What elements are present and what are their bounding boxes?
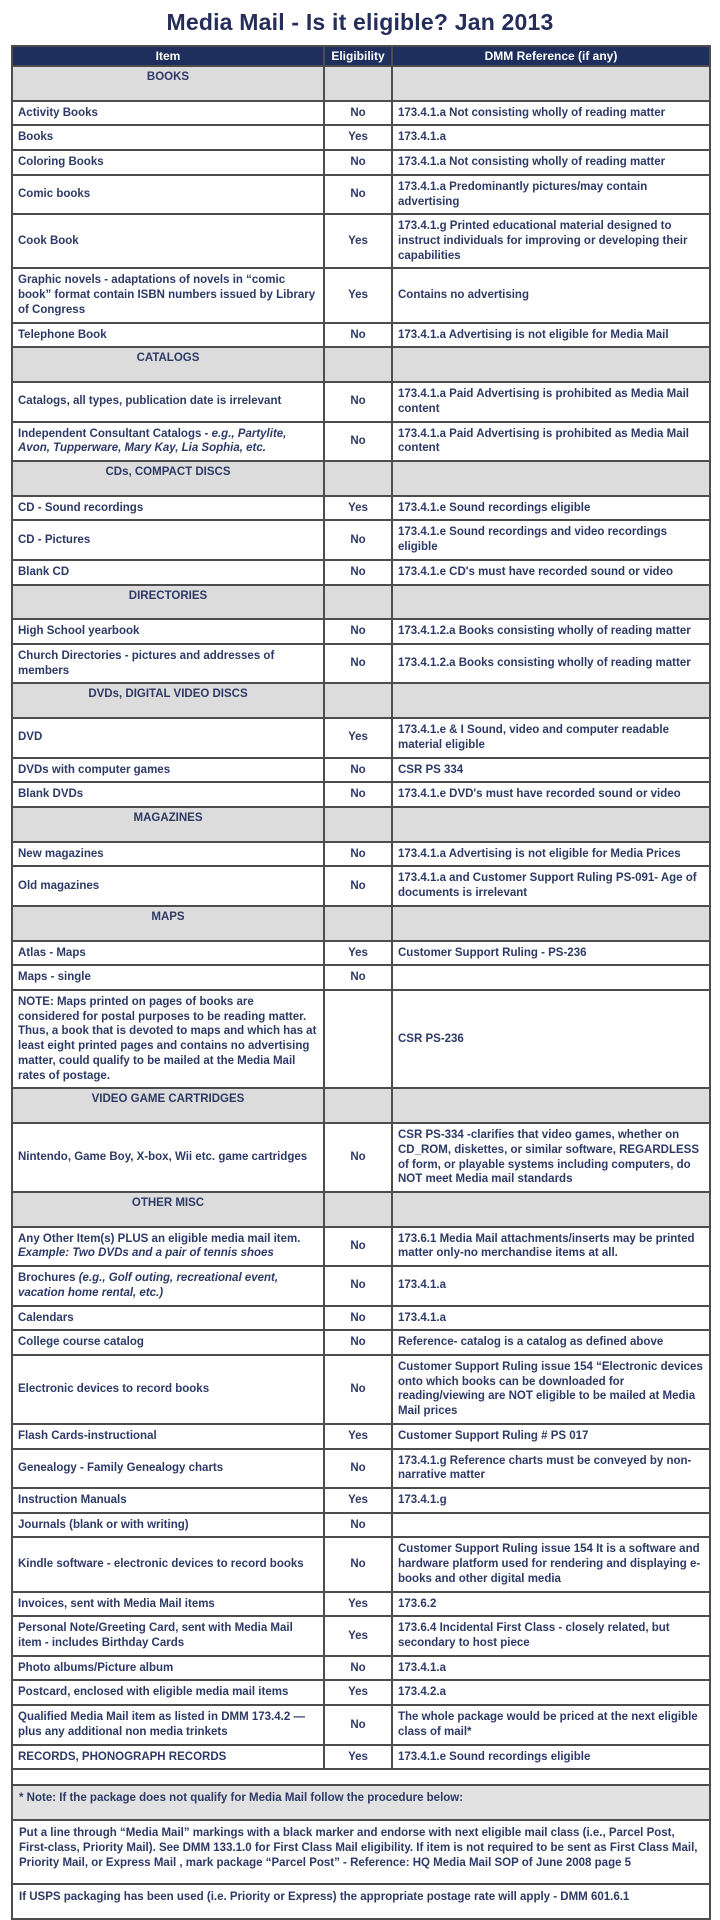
reference-cell: 173.4.1.a and Customer Support Ruling PS-091- Age of documents is irrelevant	[392, 866, 710, 905]
eligibility-cell: Yes	[324, 268, 392, 322]
table-row	[12, 1656, 710, 1681]
reference-cell: 173.4.1.a	[392, 1656, 710, 1681]
section-empty-reference-cell	[392, 1192, 710, 1227]
table-row	[12, 758, 710, 783]
column-header-item: Item	[12, 46, 324, 66]
item-cell: Maps - single	[12, 965, 324, 990]
reference-cell: 173.4.1.e DVD's must have recorded sound or video	[392, 782, 710, 807]
table-row	[12, 1123, 710, 1192]
reference-cell: 173.4.1.2.a Books consisting wholly of reading matter	[392, 619, 710, 644]
item-cell: Personal Note/Greeting Card, sent with Media Mail item - includes Birthday Cards	[12, 1616, 324, 1655]
item-cell: Independent Consultant Catalogs - e.g., Partylite, Avon, Tupperware, Mary Kay, Lia Sophia, etc.	[12, 422, 324, 461]
section-row	[12, 906, 710, 941]
reference-cell: 173.4.1.a	[392, 1266, 710, 1305]
section-label: MAPS	[12, 906, 324, 941]
eligibility-cell: Yes	[324, 718, 392, 757]
eligibility-cell: Yes	[324, 1592, 392, 1617]
item-cell: Cook Book	[12, 214, 324, 268]
item-cell: Genealogy - Family Genealogy charts	[12, 1449, 324, 1488]
reference-cell: 173.4.1.a Not consisting wholly of reading matter	[392, 150, 710, 175]
reference-cell: CSR PS-236	[392, 990, 710, 1088]
item-cell: Calendars	[12, 1306, 324, 1331]
spacer-row	[12, 1769, 710, 1785]
table-row	[12, 866, 710, 905]
item-cell: Old magazines	[12, 866, 324, 905]
eligibility-cell: No	[324, 560, 392, 585]
table-row	[12, 268, 710, 322]
item-cell: Graphic novels - adaptations of novels in “comic book” format contain ISBN numbers issued by Library of Congress	[12, 268, 324, 322]
eligibility-cell: Yes	[324, 1488, 392, 1513]
eligibility-cell: No	[324, 1449, 392, 1488]
table-row	[12, 175, 710, 214]
item-cell: CD - Pictures	[12, 520, 324, 559]
table-row	[12, 150, 710, 175]
reference-cell: 173.4.1.e & I Sound, video and computer readable material eligible	[392, 718, 710, 757]
table-row	[12, 422, 710, 461]
reference-cell: 173.4.1.g	[392, 1488, 710, 1513]
reference-cell: 173.4.1.a Not consisting wholly of reading matter	[392, 101, 710, 126]
eligibility-cell: No	[324, 866, 392, 905]
reference-cell: 173.4.1.e CD's must have recorded sound or video	[392, 560, 710, 585]
section-label: BOOKS	[12, 66, 324, 101]
footnote-cell: If USPS packaging has been used (i.e. Priority or Express) the appropriate postage rate will apply - DMM 601.6.1	[12, 1884, 710, 1919]
table-row	[12, 782, 710, 807]
eligibility-cell: Yes	[324, 125, 392, 150]
table-row	[12, 1513, 710, 1538]
eligibility-cell: No	[324, 101, 392, 126]
footnote-cell: Put a line through “Media Mail” markings with a black marker and endorse with next eligible mail class (i.e., Parcel Post, First-class, Priority Mail). See DMM 133.1.0 for First Class Mail eligibility. If item is not required to be sent as First Class Mail, Priority Mail, or Express Mail , mark package “Parcel Post” - Reference: HQ Media Mail SOP of June 2008 page 5	[12, 1820, 710, 1884]
section-empty-reference-cell	[392, 906, 710, 941]
reference-cell: 173.4.1.g Printed educational material designed to instruct individuals for improving or developing their capabilities	[392, 214, 710, 268]
section-row	[12, 66, 710, 101]
table-row	[12, 214, 710, 268]
eligibility-cell: No	[324, 782, 392, 807]
item-cell: College course catalog	[12, 1330, 324, 1355]
reference-cell: 173.4.1.e Sound recordings eligible	[392, 1745, 710, 1770]
table-row	[12, 382, 710, 421]
item-cell: Any Other Item(s) PLUS an eligible media mail item. Example: Two DVDs and a pair of tennis shoes	[12, 1227, 324, 1266]
table-row	[12, 520, 710, 559]
table-row	[12, 1592, 710, 1617]
reference-cell: 173.4.1.a Paid Advertising is prohibited as Media Mail content	[392, 382, 710, 421]
eligibility-cell: Yes	[324, 1680, 392, 1705]
table-row	[12, 125, 710, 150]
reference-cell: 173.4.1.a Paid Advertising is prohibited as Media Mail content	[392, 422, 710, 461]
section-empty-reference-cell	[392, 585, 710, 620]
item-cell: New magazines	[12, 842, 324, 867]
table-row	[12, 1705, 710, 1744]
section-empty-reference-cell	[392, 347, 710, 382]
reference-cell: CSR PS 334	[392, 758, 710, 783]
eligibility-cell: No	[324, 1656, 392, 1681]
reference-cell: The whole package would be priced at the next eligible class of mail*	[392, 1705, 710, 1744]
reference-cell: 173.4.1.g Reference charts must be conveyed by non-narrative matter	[392, 1449, 710, 1488]
eligibility-cell: No	[324, 758, 392, 783]
eligibility-cell: Yes	[324, 1745, 392, 1770]
eligibility-cell: No	[324, 1227, 392, 1266]
table-row	[12, 1680, 710, 1705]
table-row	[12, 1488, 710, 1513]
eligibility-cell: No	[324, 1123, 392, 1192]
eligibility-cell: No	[324, 1330, 392, 1355]
eligibility-cell: No	[324, 422, 392, 461]
item-cell: Atlas - Maps	[12, 941, 324, 966]
reference-cell: CSR PS-334 -clarifies that video games, whether on CD_ROM, diskettes, or similar software, REGARDLESS of form, or playable systems including computers, do NOT meet Media mail standards	[392, 1123, 710, 1192]
eligibility-cell: No	[324, 382, 392, 421]
section-empty-reference-cell	[392, 66, 710, 101]
table-row	[12, 619, 710, 644]
item-cell: RECORDS, PHONOGRAPH RECORDS	[12, 1745, 324, 1770]
item-cell: Coloring Books	[12, 150, 324, 175]
item-cell: Kindle software - electronic devices to record books	[12, 1537, 324, 1591]
table-row	[12, 1330, 710, 1355]
eligibility-cell: No	[324, 1705, 392, 1744]
table-row	[12, 1227, 710, 1266]
table-row	[12, 1306, 710, 1331]
table-row	[12, 990, 710, 1088]
section-row	[12, 347, 710, 382]
item-cell: Flash Cards-instructional	[12, 1424, 324, 1449]
reference-cell: Customer Support Ruling issue 154 “Electronic devices onto which books can be downloaded for reading/viewing are NOT eligible to be mailed at Media Mail prices	[392, 1355, 710, 1424]
item-cell: NOTE: Maps printed on pages of books are considered for postal purposes to be reading matter. Thus, a book that is devoted to maps and which has at least eight printed pages and contains no advertising matter, could qualify to be mailed at the Media Mail rates of postage.	[12, 990, 324, 1088]
item-cell: Journals (blank or with writing)	[12, 1513, 324, 1538]
section-label: MAGAZINES	[12, 807, 324, 842]
footnote-row	[12, 1884, 710, 1919]
eligibility-cell: No	[324, 965, 392, 990]
media-mail-eligibility-document	[0, 9, 720, 1920]
reference-cell: 173.4.1.a	[392, 125, 710, 150]
eligibility-cell: No	[324, 175, 392, 214]
item-cell: Telephone Book	[12, 323, 324, 348]
eligibility-cell: No	[324, 1537, 392, 1591]
item-cell: Books	[12, 125, 324, 150]
eligibility-cell: Yes	[324, 941, 392, 966]
table-row	[12, 101, 710, 126]
eligibility-cell: No	[324, 644, 392, 683]
section-empty-eligibility-cell	[324, 807, 392, 842]
section-label: VIDEO GAME CARTRIDGES	[12, 1088, 324, 1123]
item-cell: Church Directories - pictures and addresses of members	[12, 644, 324, 683]
column-header-dmm-reference: DMM Reference (if any)	[392, 46, 710, 66]
section-label: DVDs, DIGITAL VIDEO DISCS	[12, 683, 324, 718]
item-cell: Blank CD	[12, 560, 324, 585]
table-row	[12, 560, 710, 585]
column-header-eligibility: Eligibility	[324, 46, 392, 66]
reference-cell: Contains no advertising	[392, 268, 710, 322]
item-cell: Blank DVDs	[12, 782, 324, 807]
reference-cell: Customer Support Ruling issue 154 It is a software and hardware platform used for rendering and displaying e-books and other digital media	[392, 1537, 710, 1591]
eligibility-cell: No	[324, 842, 392, 867]
eligibility-cell: No	[324, 1513, 392, 1538]
eligibility-cell	[324, 990, 392, 1088]
section-empty-reference-cell	[392, 461, 710, 496]
table-row	[12, 1266, 710, 1305]
item-cell: High School yearbook	[12, 619, 324, 644]
eligibility-cell: No	[324, 150, 392, 175]
reference-cell: Customer Support Ruling - PS-236	[392, 941, 710, 966]
reference-cell	[392, 1513, 710, 1538]
reference-cell: 173.6.1 Media Mail attachments/inserts may be printed matter only-no merchandise items at all.	[392, 1227, 710, 1266]
section-row	[12, 683, 710, 718]
table-row	[12, 1537, 710, 1591]
reference-cell: 173.4.2.a	[392, 1680, 710, 1705]
item-cell: Brochures (e.g., Golf outing, recreational event, vacation home rental, etc.)	[12, 1266, 324, 1305]
reference-cell: 173.4.1.2.a Books consisting wholly of reading matter	[392, 644, 710, 683]
spacer-cell	[12, 1769, 710, 1785]
footnote-row	[12, 1820, 710, 1884]
section-label: OTHER MISC	[12, 1192, 324, 1227]
section-empty-eligibility-cell	[324, 347, 392, 382]
table-row	[12, 965, 710, 990]
table-row	[12, 1355, 710, 1424]
table-row	[12, 842, 710, 867]
eligibility-cell: No	[324, 619, 392, 644]
table-row	[12, 941, 710, 966]
reference-cell: 173.4.1.e Sound recordings eligible	[392, 496, 710, 521]
section-label: DIRECTORIES	[12, 585, 324, 620]
reference-cell	[392, 965, 710, 990]
section-empty-eligibility-cell	[324, 906, 392, 941]
table-header-row	[12, 46, 710, 66]
table-row	[12, 1745, 710, 1770]
reference-cell: 173.6.2	[392, 1592, 710, 1617]
item-cell: DVD	[12, 718, 324, 757]
eligibility-cell: No	[324, 1355, 392, 1424]
item-cell: DVDs with computer games	[12, 758, 324, 783]
reference-cell: Customer Support Ruling # PS 017	[392, 1424, 710, 1449]
section-empty-reference-cell	[392, 683, 710, 718]
item-cell: Comic books	[12, 175, 324, 214]
reference-cell: 173.4.1.a Predominantly pictures/may contain advertising	[392, 175, 710, 214]
table-row	[12, 496, 710, 521]
table-row	[12, 718, 710, 757]
item-cell: Catalogs, all types, publication date is irrelevant	[12, 382, 324, 421]
item-cell: Postcard, enclosed with eligible media mail items	[12, 1680, 324, 1705]
section-empty-eligibility-cell	[324, 1192, 392, 1227]
section-label: CATALOGS	[12, 347, 324, 382]
eligibility-cell: Yes	[324, 496, 392, 521]
item-cell: Photo albums/Picture album	[12, 1656, 324, 1681]
item-cell: Qualified Media Mail item as listed in DMM 173.4.2 — plus any additional non media trinkets	[12, 1705, 324, 1744]
table-row	[12, 1616, 710, 1655]
section-empty-eligibility-cell	[324, 683, 392, 718]
eligibility-cell: Yes	[324, 1616, 392, 1655]
section-row	[12, 1088, 710, 1123]
section-empty-reference-cell	[392, 807, 710, 842]
section-empty-reference-cell	[392, 1088, 710, 1123]
section-row	[12, 461, 710, 496]
section-empty-eligibility-cell	[324, 1088, 392, 1123]
eligibility-cell: No	[324, 1266, 392, 1305]
section-row	[12, 1192, 710, 1227]
footnote-cell: * Note: If the package does not qualify for Media Mail follow the procedure below:	[12, 1785, 710, 1820]
reference-cell: 173.4.1.e Sound recordings and video recordings eligible	[392, 520, 710, 559]
reference-cell: 173.4.1.a	[392, 1306, 710, 1331]
footnote-row	[12, 1785, 710, 1820]
reference-cell: Reference- catalog is a catalog as defined above	[392, 1330, 710, 1355]
reference-cell: 173.4.1.a Advertising is not eligible for Media Mail	[392, 323, 710, 348]
table-row	[12, 644, 710, 683]
item-cell: Instruction Manuals	[12, 1488, 324, 1513]
table-row	[12, 1424, 710, 1449]
section-row	[12, 807, 710, 842]
table-row	[12, 1449, 710, 1488]
eligibility-cell: Yes	[324, 214, 392, 268]
section-empty-eligibility-cell	[324, 585, 392, 620]
eligibility-cell: No	[324, 1306, 392, 1331]
eligibility-cell: Yes	[324, 1424, 392, 1449]
item-cell: Activity Books	[12, 101, 324, 126]
eligibility-table	[11, 45, 711, 1920]
table-row	[12, 323, 710, 348]
item-cell: Nintendo, Game Boy, X-box, Wii etc. game cartridges	[12, 1123, 324, 1192]
page-title: Media Mail - Is it eligible? Jan 2013	[166, 9, 554, 35]
section-row	[12, 585, 710, 620]
item-cell: Invoices, sent with Media Mail items	[12, 1592, 324, 1617]
reference-cell: 173.6.4 Incidental First Class - closely related, but secondary to host piece	[392, 1616, 710, 1655]
table-body	[12, 66, 710, 1919]
section-label: CDs, COMPACT DISCS	[12, 461, 324, 496]
section-empty-eligibility-cell	[324, 66, 392, 101]
eligibility-cell: No	[324, 323, 392, 348]
section-empty-eligibility-cell	[324, 461, 392, 496]
item-cell: CD - Sound recordings	[12, 496, 324, 521]
reference-cell: 173.4.1.a Advertising is not eligible for Media Prices	[392, 842, 710, 867]
eligibility-cell: No	[324, 520, 392, 559]
item-cell: Electronic devices to record books	[12, 1355, 324, 1424]
